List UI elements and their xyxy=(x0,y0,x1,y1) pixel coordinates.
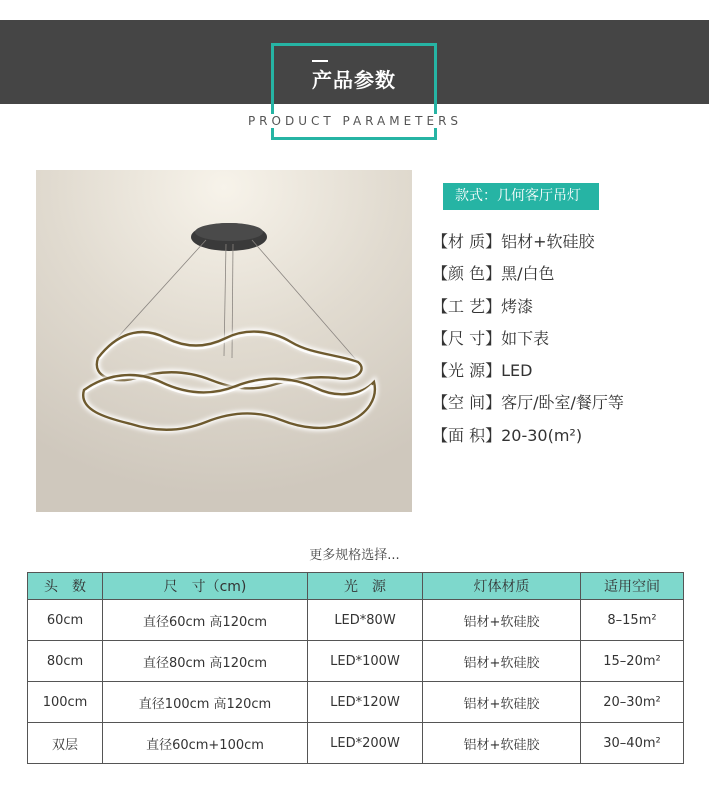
page-title: 产品参数 xyxy=(312,68,396,92)
table-cell: LED*100W xyxy=(308,641,423,682)
spec-value: 烤漆 xyxy=(501,296,534,316)
page-subtitle: PRODUCT PARAMETERS xyxy=(200,114,510,128)
table-cell: LED*200W xyxy=(308,723,423,764)
table-cell: 铝材+软硅胶 xyxy=(423,600,581,641)
spec-list xyxy=(432,229,624,455)
title-dash xyxy=(312,60,328,62)
col-header-space: 适用空间 xyxy=(581,573,684,600)
table-cell: 铝材+软硅胶 xyxy=(423,682,581,723)
spec-label: 【空 间】 xyxy=(432,393,502,413)
table-cell: 直径60cm 高120cm xyxy=(103,600,308,641)
table-cell: 30–40m² xyxy=(581,723,684,764)
table-header-row xyxy=(28,573,684,600)
col-header-material: 灯体材质 xyxy=(423,573,581,600)
spec-value: LED xyxy=(501,361,533,381)
table-cell: 铝材+软硅胶 xyxy=(423,723,581,764)
spec-row-material xyxy=(432,229,624,261)
spec-row-size xyxy=(432,326,624,358)
table-cell: 15–20m² xyxy=(581,641,684,682)
table-cell: 铝材+软硅胶 xyxy=(423,641,581,682)
table-row xyxy=(28,600,684,641)
spec-value: 黑/白色 xyxy=(501,264,555,284)
table-cell: 直径60cm+100cm xyxy=(103,723,308,764)
table-cell: 100cm xyxy=(28,682,103,723)
spec-row-color xyxy=(432,261,624,293)
col-header-light: 光 源 xyxy=(308,573,423,600)
style-tag: 款式：几何客厅吊灯 xyxy=(443,183,599,210)
table-cell: 直径100cm 高120cm xyxy=(103,682,308,723)
table-cell: 8–15m² xyxy=(581,600,684,641)
table-cell: 双层 xyxy=(28,723,103,764)
spec-value: 如下表 xyxy=(501,328,550,348)
spec-label: 【工 艺】 xyxy=(432,296,502,316)
spec-label: 【面 积】 xyxy=(432,425,502,445)
table-cell: 直径80cm 高120cm xyxy=(103,641,308,682)
spec-label: 【光 源】 xyxy=(432,361,502,381)
table-cell: LED*80W xyxy=(308,600,423,641)
spec-row-light-source xyxy=(432,358,624,390)
col-header-heads: 头 数 xyxy=(28,573,103,600)
table-cell: LED*120W xyxy=(308,682,423,723)
spec-row-area xyxy=(432,423,624,455)
spec-value: 铝材+软硅胶 xyxy=(501,232,595,251)
more-specs-link[interactable]: 更多规格选择... xyxy=(309,548,400,563)
spec-value: 20-30(m²) xyxy=(501,425,583,445)
spec-row-space xyxy=(432,390,624,422)
table-row xyxy=(28,641,684,682)
table-cell: 60cm xyxy=(28,600,103,641)
table-row xyxy=(28,723,684,764)
product-photo xyxy=(36,170,412,512)
spec-value: 客厅/卧室/餐厅等 xyxy=(501,393,624,413)
spec-label: 【颜 色】 xyxy=(432,264,502,284)
col-header-size: 尺 寸（cm) xyxy=(103,573,308,600)
table-cell: 80cm xyxy=(28,641,103,682)
spec-label: 【材 质】 xyxy=(432,232,502,251)
spec-row-craft xyxy=(432,294,624,326)
spec-label: 【尺 寸】 xyxy=(432,328,502,348)
table-row xyxy=(28,682,684,723)
size-table xyxy=(27,572,684,764)
table-cell: 20–30m² xyxy=(581,682,684,723)
